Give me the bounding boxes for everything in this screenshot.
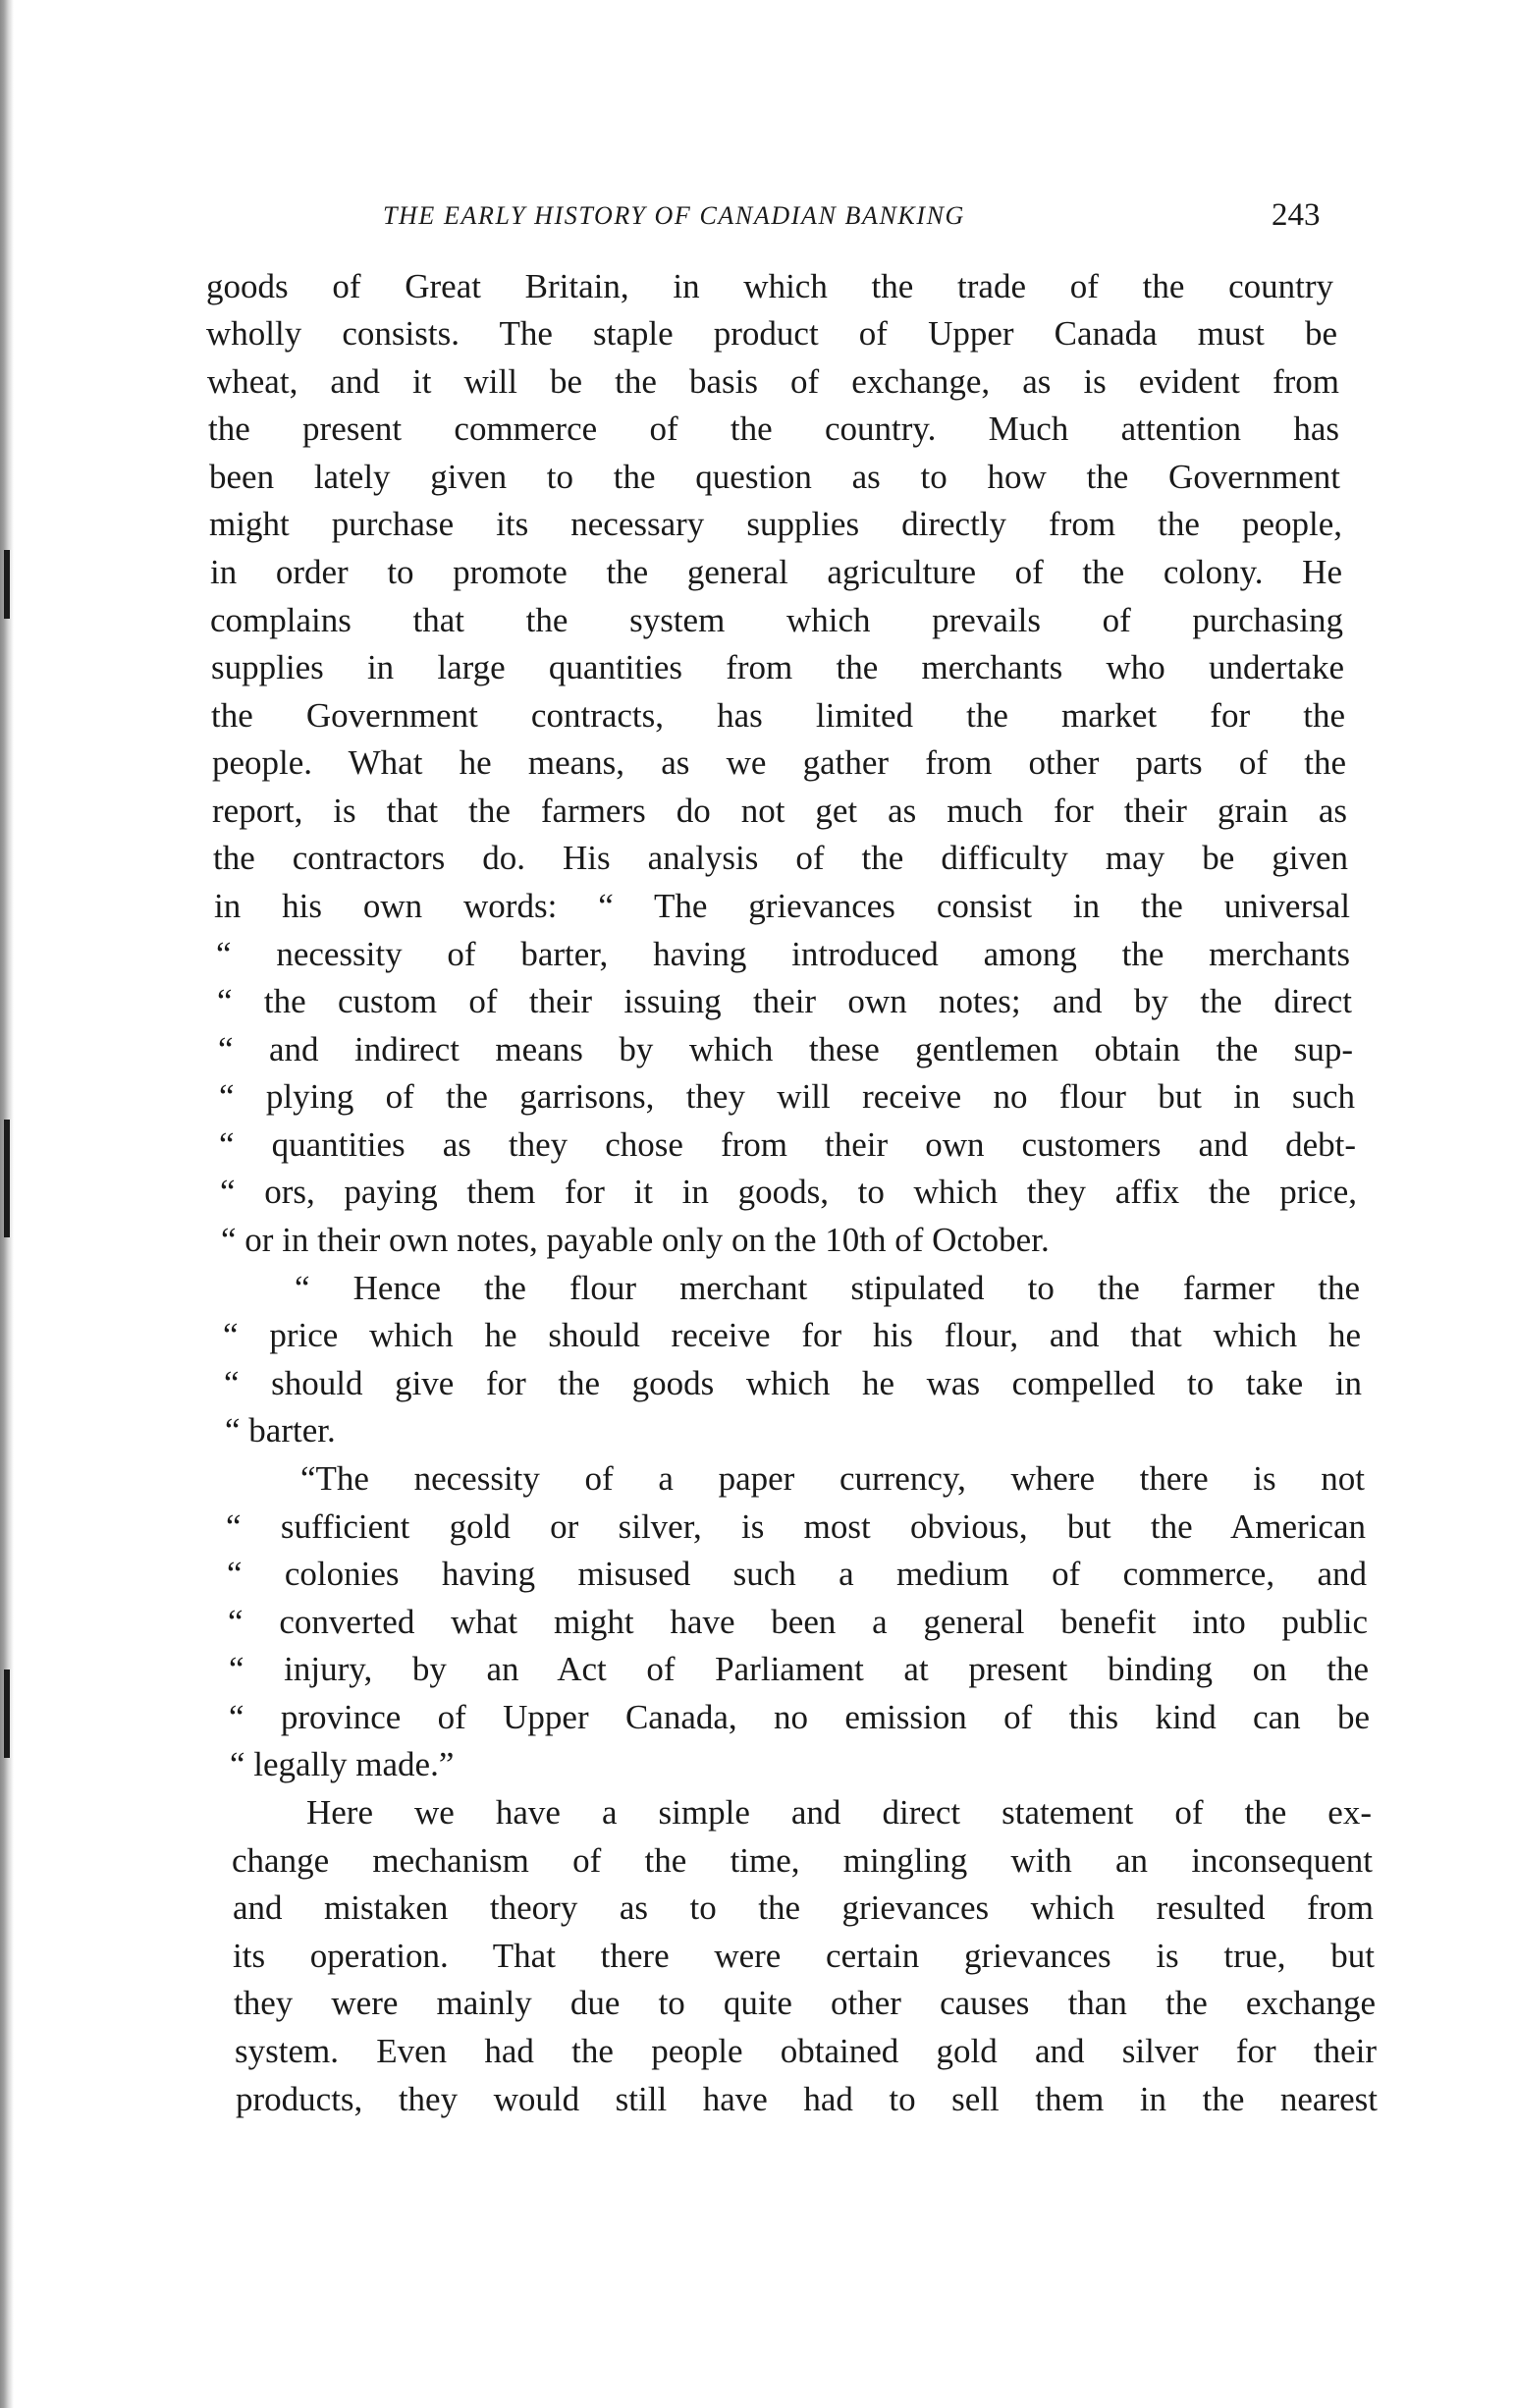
text-line: wheat, and it will be the basis of exchange, as is evident from <box>207 362 1339 401</box>
text-line: “ or in their own notes, payable only on the 10th of October. <box>221 1221 1050 1259</box>
text-line: the contractors do. His analysis of the difficulty may be given <box>213 839 1348 877</box>
text-line: its operation. That there were certain grievances is true, but <box>233 1937 1375 1975</box>
text-line: “ necessity of barter, having introduced among the merchants <box>216 935 1350 973</box>
text-line: “ injury, by an Act of Parliament at present binding on the <box>229 1650 1369 1688</box>
text-line: “ barter. <box>225 1411 336 1450</box>
text-line: wholly consists. The staple product of Upper Canada must be <box>206 314 1337 353</box>
text-line: complains that the system which prevails of purchasing <box>210 601 1343 639</box>
text-line: and mistaken theory as to the grievances which resulted from <box>233 1888 1374 1927</box>
text-line: products, they would still have had to sell them in the nearest <box>236 2080 1378 2118</box>
text-line: Here we have a simple and direct statement of the ex- <box>306 1793 1372 1832</box>
text-line: supplies in large quantities from the merchants who undertake <box>211 648 1344 686</box>
text-line: “The necessity of a paper currency, where there is not <box>300 1459 1365 1498</box>
text-line: “ the custom of their issuing their own notes; and by the direct <box>217 982 1352 1020</box>
text-line: “ Hence the flour merchant stipulated to the farmer the <box>295 1269 1360 1307</box>
binding-mark <box>4 1669 10 1758</box>
text-line: goods of Great Britain, in which the trade of the country <box>206 267 1333 305</box>
text-line: “ and indirect means by which these gentlemen obtain the sup- <box>218 1030 1353 1068</box>
text-line: “ sufficient gold or silver, is most obvious, but the American <box>226 1507 1366 1546</box>
text-line: “ converted what might have been a general benefit into public <box>228 1603 1368 1641</box>
text-line: “ should give for the goods which he was compelled to take in <box>224 1364 1362 1402</box>
text-line: in order to promote the general agriculture of the colony. He <box>210 553 1342 591</box>
text-line: “ province of Upper Canada, no emission of this kind can be <box>229 1698 1370 1736</box>
binding-mark <box>4 550 10 619</box>
text-line: they were mainly due to quite other causes than the exchange <box>234 1984 1376 2022</box>
text-line: might purchase its necessary supplies directly from the people, <box>209 505 1342 543</box>
text-line: “ ors, paying them for it in goods, to which they affix the price, <box>220 1173 1357 1211</box>
text-line: in his own words: “ The grievances consist in the universal <box>214 887 1350 925</box>
text-line: been lately given to the question as to how the Government <box>209 458 1340 496</box>
text-line: “ legally made.” <box>230 1745 455 1783</box>
text-line: change mechanism of the time, mingling with an inconsequent <box>232 1841 1373 1880</box>
text-line: “ colonies having misused such a medium of commerce, and <box>227 1555 1367 1593</box>
text-line: system. Even had the people obtained gold and silver for their <box>235 2032 1377 2070</box>
text-line: “ price which he should receive for his flour, and that which he <box>223 1316 1361 1354</box>
text-line: report, is that the farmers do not get as much for their grain as <box>212 792 1347 830</box>
running-head <box>383 197 1365 241</box>
text-line: the Government contracts, has limited the market for the <box>211 696 1345 735</box>
text-line: the present commerce of the country. Much attention has <box>208 410 1339 448</box>
binding-mark <box>4 1120 10 1237</box>
text-line: “ quantities as they chose from their own customers and debt- <box>219 1125 1356 1164</box>
text-line: “ plying of the garrisons, they will receive no flour but in such <box>219 1077 1355 1116</box>
page-number: 243 <box>1272 197 1321 233</box>
running-head-title: THE EARLY HISTORY OF CANADIAN BANKING <box>383 201 965 230</box>
text-line: people. What he means, as we gather from other parts of the <box>212 743 1346 782</box>
